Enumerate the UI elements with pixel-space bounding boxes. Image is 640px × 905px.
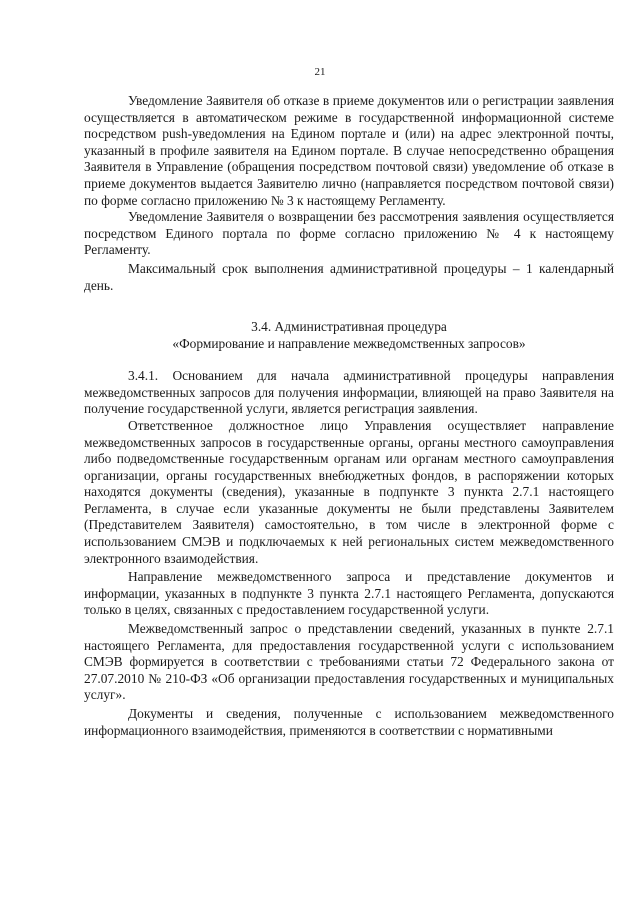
paragraph-responsible-officer: Ответственное должностное лицо Управления осуществляет направление межведомственных запросов в государственные органы, органы местного самоуправления либо подведомственные государственным органам или органам местного самоуправления организации, органы государственных внебюджетных фондов, в распоряжении которых находятся документы (сведения), указанные в подпункте 3 пункта 2.7.1 настоящего Регламента, в случае если указанные документы не были представлены Заявителем (Представителем Заявителя) самостоятельно, в том числе в электронной форме с использованием СМЭВ и подключаемых к ней региональных систем межведомственного электронного взаимодействия. bbox=[84, 417, 614, 566]
document-body bbox=[84, 93, 614, 739]
paragraph-notice-return: Уведомление Заявителя о возвращении без рассмотрения заявления осуществляется посредством Единого портала по форме согласно приложению № 4 к настоящему Регламенту. bbox=[84, 209, 614, 258]
section-title-name: «Формирование и направление межведомственных запросов» bbox=[172, 336, 526, 352]
paragraph-smev-request: Межведомственный запрос о представлении сведений, указанных в пункте 2.7.1 настоящего Регламента, для предоставления государственной услуги с использованием СМЭВ формируется в соответствии с требованиями статьи 72 Федерального закона от 27.07.2010 № 210-ФЗ «Об организации предоставления государственных и муниципальных услуг». bbox=[84, 621, 614, 703]
paragraph-max-term: Максимальный срок выполнения административной процедуры – 1 календарный день. bbox=[84, 260, 614, 293]
paragraph-documents-usage: Документы и сведения, полученные с использованием межведомственного информационного взаимодействия, применяются в соответствии с нормативными bbox=[84, 706, 614, 738]
page-number: 21 bbox=[314, 66, 326, 78]
paragraph-request-purpose: Направление межведомственного запроса и представление документов и информации, указанных в подпункте 3 пункта 2.7.1 настоящего Регламента, допускаются только в целях, связанных с предоставлением государственной услуги. bbox=[84, 569, 614, 618]
section-title-number: 3.4. Административная процедура bbox=[251, 319, 447, 335]
paragraph-notice-refusal: Уведомление Заявителя об отказе в приеме документов или о регистрации заявления осуществляется в автоматическом режиме в государственной информационной системе посредством push-уведомления на Едином портале и (или) на адрес электронной почты, указанный в профиле заявителя на Едином портале. В случае непосредственно обращения Заявителя в Управление (обращения посредством почтовой связи) уведомление об отказе в приеме документов выдается Заявителю лично (направляется посредством почтовой связи) по форме согласно приложению № 3 к настоящему Регламенту. bbox=[84, 93, 614, 208]
section-heading bbox=[84, 318, 614, 352]
paragraph-3-4-1: 3.4.1. Основанием для начала административной процедуры направления межведомственных запросов для получения информации, влияющей на право Заявителя на получение государственной услуги, является регистрация заявления. bbox=[84, 368, 614, 417]
